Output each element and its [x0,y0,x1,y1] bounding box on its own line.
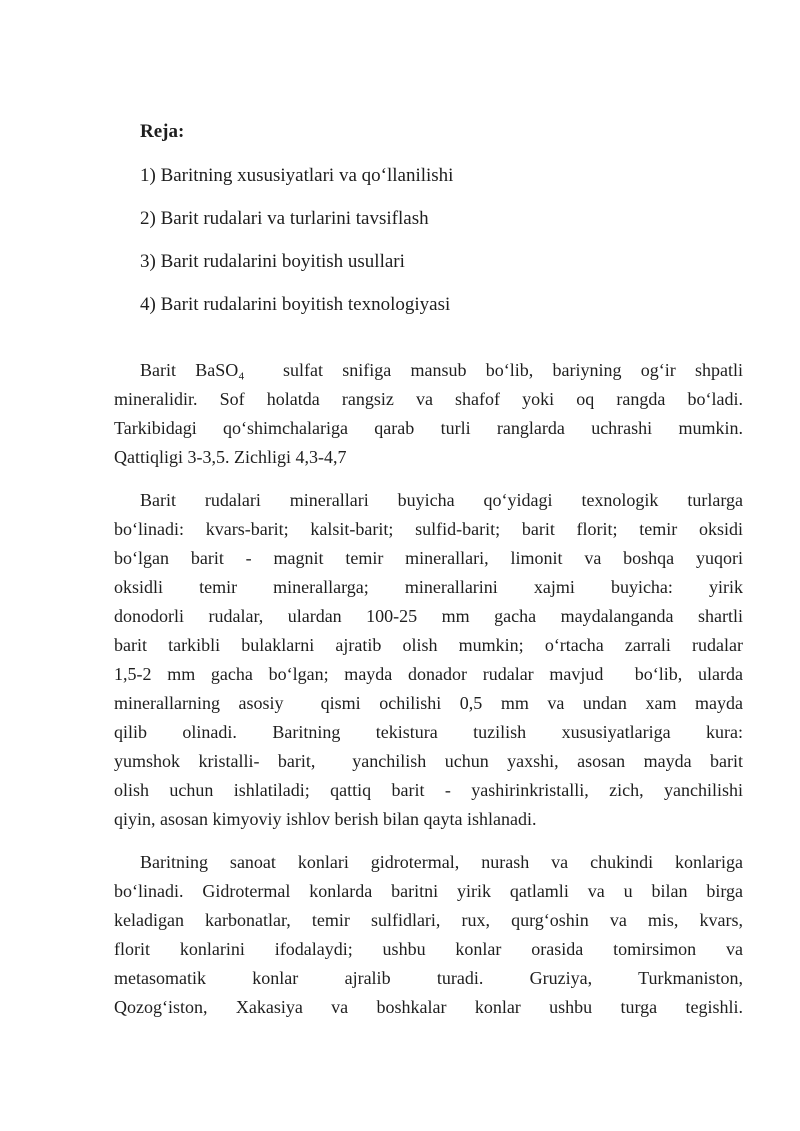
text-line: olish uchun ishlatiladi; qattiq barit - yashirinkristalli, zich, yanchilishi [114,780,743,800]
text-line: Qozogʻiston, Xakasiya va boshkalar konlar ushbu turga tegishli. [114,997,743,1017]
plan-item: 2) Barit rudalari va turlarini tavsiflash [140,208,429,229]
text-line: mineralidir. Sof holatda rangsiz va shafof yoki oq rangda boʻladi. [114,389,743,409]
text-line: Baritning sanoat konlari gidrotermal, nurash va chukindi konlariga [140,852,743,872]
text-line: barit tarkibli bulaklarni ajratib olish mumkin; oʻrtacha zarrali rudalar [114,635,743,655]
paragraph [114,486,743,834]
text-line: 1,5-2 mm gacha boʻlgan; mayda donador rudalar mavjud boʻlib, ularda [114,664,743,684]
text-line: Tarkibidagi qoʻshimchalariga qarab turli ranglarda uchrashi mumkin. [114,418,743,438]
text-line: Qattiqligi 3-3,5. Zichligi 4,3-4,7 [114,447,347,467]
text-line: boʻlgan barit - magnit temir minerallari, limonit va boshqa yuqori [114,548,743,568]
text-line: yumshok kristalli- barit, yanchilish uchun yaxshi, asosan mayda barit [114,751,743,771]
plan-item: 3) Barit rudalarini boyitish usullari [140,251,405,272]
text-line: boʻlinadi: kvars-barit; kalsit-barit; sulfid-barit; barit florit; temir oksidi [114,519,743,539]
plan-item: 4) Barit rudalarini boyitish texnologiyasi [140,294,451,315]
text-line: florit konlarini ifodalaydi; ushbu konlar orasida tomirsimon va [114,939,743,959]
paragraph [114,848,743,1022]
plan-list [114,166,743,315]
text-line: oksidli temir minerallarga; minerallarini xajmi buyicha: yirik [114,577,743,597]
text-line: qilib olinadi. Baritning tekistura tuzilish xususiyatlariga kura: [114,722,743,742]
text-line: donodorli rudalar, ulardan 100-25 mm gacha maydalanganda shartli [114,606,743,626]
text-line: minerallarning asosiy qismi ochilishi 0,5 mm va undan xam mayda [114,693,743,713]
text-line: Barit rudalari minerallari buyicha qoʻyidagi texnologik turlarga [140,490,743,510]
plan-heading: Reja: [140,121,185,142]
plan-item: 1) Baritning xususiyatlari va qoʻllanilishi [140,165,454,186]
text-line: qiyin, asosan kimyoviy ishlov berish bilan qayta ishlanadi. [114,809,537,829]
text-line: keladigan karbonatlar, temir sulfidlari, rux, qurgʻoshin va mis, kvars, [114,910,743,930]
text-line: Barit BaSO₄ sulfat snifiga mansub boʻlib, bariyning ogʻir shpatli [140,360,743,380]
paragraphs [114,356,743,1022]
paragraph [114,356,743,472]
text-line: metasomatik konlar ajralib turadi. Gruziya, Turkmaniston, [114,968,743,988]
text-line: boʻlinadi. Gidrotermal konlarda baritni yirik qatlamli va u bilan birga [114,881,743,901]
